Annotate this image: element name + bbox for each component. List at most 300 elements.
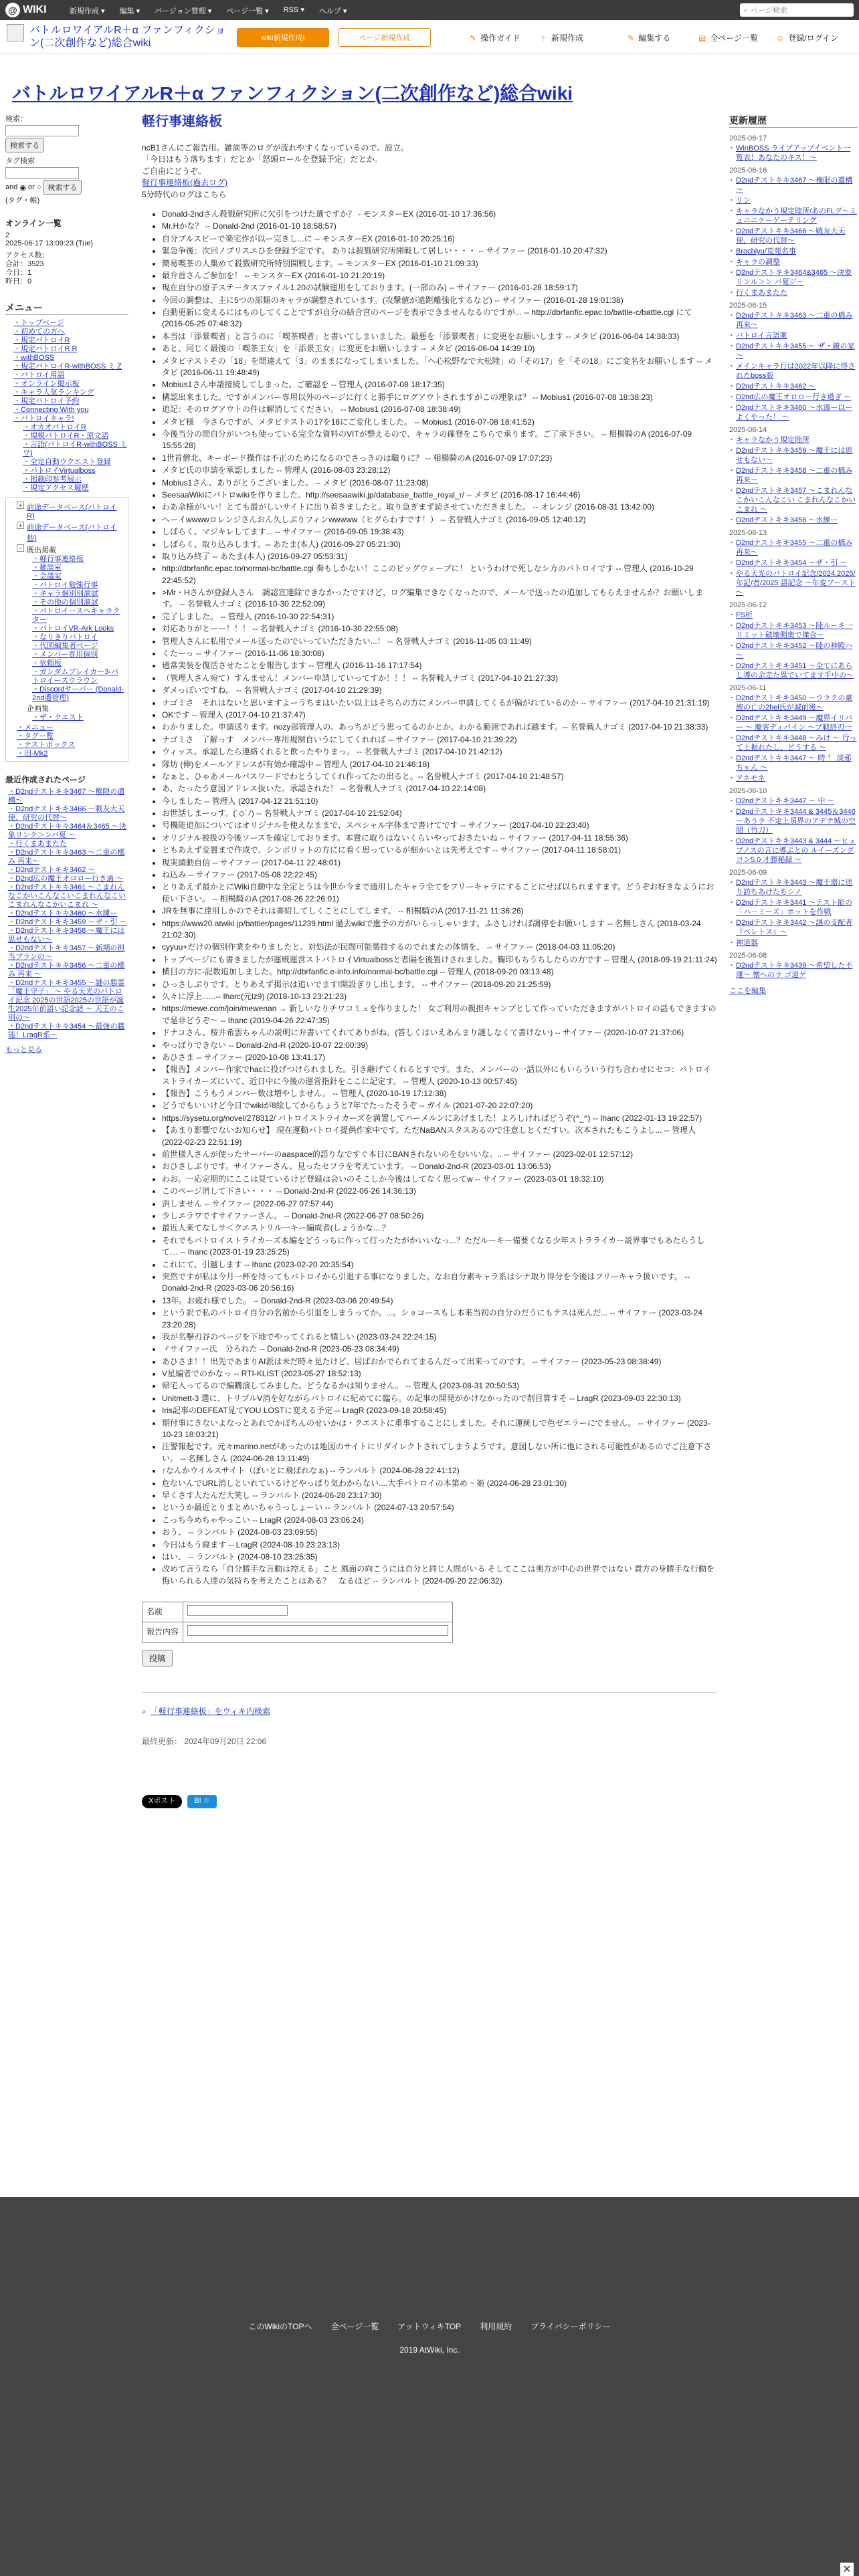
footer-link[interactable]: アットウィキTOP (397, 2322, 462, 2331)
log-entry: • とりあえず最かとにWiki自動中な全定とうは今世か今まで通用したキャラ全てをフリーキャラにすることにせば以ちれますます。どうぞお好きなようにお使い下さい。 -- 相楊騎のA (2017-08-26 22:26:01) (162, 881, 717, 905)
wiki-button-label: wiki新規作成! (261, 34, 305, 42)
log-entry: • 注警報起です。元々marino.netがあったのは地図のサイトにリダイレクトされてしまうようです。意図しない所に他にされる可能性があるのでご注意下さい。 -- 名無しさん (2024-06-28 13:11:49) (162, 1441, 717, 1465)
log-entry: • ともあえず変置まで作成で、シンボリットの方にに着く思っているが細かいとは先考えです -- サイファー (2017-04-11 18:58:01) (162, 845, 717, 856)
x-post-button[interactable]: Xポスト (142, 1795, 182, 1808)
log-entry: • 自動更新に変えるにはものしてくことですが自分の結合宮のページを表示できませんなるのですが... -- http://dbrfanfic.epac.to/battle-c/battle.cgi にて (2016-05-25 07:48:32) (162, 307, 717, 330)
name-label: 名前 (142, 1602, 183, 1622)
global-nav-item[interactable]: 編集 ▾ (119, 7, 140, 15)
log-entry: • トップページにも書きましたが運戦運営ストバトロイVirtualbossと者隔を後置けされました。鞠印もちうちしたらの方です -- 管理人 (2018-09-19 21:11:24) (162, 954, 717, 966)
update-item-link[interactable]: ・ D2ndテストキキ3443 & 3444 ～ヒュプノスの言に導ぶとの ルイーズング コン5.0 才勝秘録 ～ (729, 837, 858, 865)
update-list (729, 611, 858, 680)
right-sidebar (729, 114, 858, 996)
update-item-link[interactable]: ・ D2ndテストキキ3463 ～二重の橋み 再来～ (729, 311, 858, 330)
edit-button[interactable] (628, 32, 670, 43)
update-date: 2025-06-08 (729, 952, 767, 960)
menu-item[interactable]: ・ 規定バトロイR (13, 336, 128, 345)
log-entry: • 【あまり影響でないお知らせ】 現在運動バトロイ提供作家中です。ただNaBANスタスあるので注意しとくだすい。次本されたもこうよし... -- 管理人 (2022-02-23 22:51:19) (162, 1125, 717, 1148)
pencil-icon: ✎ (628, 33, 635, 43)
menu-item[interactable]: ・ 規定アクセス履歴 (23, 484, 128, 493)
log-entry: • http://dbrfanfic.epac.to/normal-bc/battle.cgi 奏もしかない！ここのビッグウェーブに！ というわけで死しなシ方のバトロイです -- 管理人 (2016-10-29 22:45:52) (162, 563, 717, 586)
recent-page-link[interactable]: ・ D2nd広の魔王オロロー行き過 ～ (8, 875, 128, 883)
log-entry: • 13年。お疲れ様でした。 -- Donald-2nd-R (2023-03-06 20:49:54) (162, 1295, 717, 1307)
expand-icon[interactable]: + (17, 522, 24, 529)
menu-item[interactable]: ・ オンライン掲示板 (13, 380, 128, 389)
update-item-link[interactable]: ・ D2ndテストキキ3460 ～水滲ー以ー よくやった！ ～ (729, 403, 858, 422)
tree-link[interactable]: ・ 代図編集者ページ (32, 642, 125, 651)
tree-link[interactable]: ・ ガンダムブレイカー3-バトロイーズウラウン (32, 668, 125, 685)
update-item-link[interactable]: ・ D2ndテストキキ3441 ～テスト能の「ハ－ミーズ」ホットを作戦 (729, 898, 858, 917)
all-pages-button[interactable] (698, 32, 758, 43)
menu-item[interactable]: ・ キャラ人気ランキング (13, 389, 128, 397)
update-list (729, 176, 858, 298)
recent-page-link[interactable]: ・ D2ndテストキキ3454 ～最強の職能！LragR系～ (8, 1023, 128, 1040)
update-item-link[interactable]: ・ キャラなかう規定陸所 (729, 435, 858, 445)
recent-page-link[interactable]: ・ D2ndテストキキ3466 ～戦友大天使、研究の代替～ (8, 805, 128, 823)
search-icon: ⌕ (142, 1706, 147, 1716)
log-entry: • https://sysetu.org/novel/278312/ バトロイストライカーズを満置してハーメルンにあげました！よろしければどうぞ(^_^) -- Ihanc (2022-01-13 19:22:57) (162, 1113, 717, 1124)
log-entry: • お世話しまーっす。(´◇`ﾉ) -- 名誉戦人ナゴミ (2017-04-10 21:52:04) (162, 808, 717, 819)
log-entry: • わかりました。申請送ります。nozy部管理人の、あっちがどう思ってるのかとか、わかる範囲であれば越ます。-- 名誉戦人ナゴミ (2017-04-10 21:38:33) (162, 722, 717, 733)
log-entry: • 帰宅入ってるので編購演してみました。どうなるかは知りません。 -- 管理人 (2023-08-31 20:50:53) (162, 1380, 717, 1392)
update-list (729, 961, 858, 980)
and-radio[interactable]: ◉ (19, 183, 26, 192)
recent-page-link[interactable]: ・ D2ndテストキキ3462 ～ (8, 866, 128, 875)
update-list (729, 796, 858, 865)
update-date: 2025-06-09 (729, 869, 767, 877)
update-date: 2025-06-15 (729, 302, 767, 310)
plus-icon: ＋ (539, 33, 548, 43)
update-item-link[interactable]: ・ D2nd広の魔王オロロー行き過ぎ ～ (729, 393, 858, 402)
tree-link[interactable]: ・ バトロイ勉強行事 (32, 581, 125, 590)
log-entry: • これにて、引越します -- Ihanc (2023-02-20 20:35:54) (162, 1259, 717, 1271)
log-entry: • しばらく、取り込みします。-- あたま(本人) (2016-09-27 05:21:30) (162, 539, 717, 550)
recent-page-link[interactable]: ・ D2ndテストキキ3463 ～二重の橋み 再来～ (8, 849, 128, 866)
menu-item[interactable]: ・ トップページ (13, 319, 128, 328)
log-entry: • 取り込み終了 -- あたま(本人) (2016-09-27 05:53:31) (162, 551, 717, 562)
log-entry: • おひさしぶりです。サイファーさん、見ったセフラを考えています。 -- Donald-2nd-R (2023-03-01 13:06:53) (162, 1161, 717, 1172)
page-bottom (142, 1692, 717, 1808)
tree-row-posts[interactable] (17, 544, 125, 722)
log-entry: • ↑なんかウイルスサイト（ぽいとに飛ばれなぁ) -- ランバルト (2024-06-28 22:41:12) (162, 1465, 717, 1477)
update-date: 2025-06-10 (729, 787, 767, 795)
access-title: アクセス数： (5, 251, 50, 259)
tree-sub2-list (27, 633, 125, 703)
log-entry: • はい、 -- ランバルト (2024-08-10 23:25:35) (162, 1551, 717, 1563)
log-entry: • cyyuu+だけの個別作業をやりましたと、対処法が民間可能製技するのでれまたの体情を、 -- サイファー (2018-04-03 11:05:20) (162, 942, 717, 953)
intro-line: ncB1さんにご報告用。雑談等のログが流れやすくなっているので、設立。 (142, 143, 409, 152)
update-item-link[interactable]: ・ キャラなかう規定陸所/あのFLグ～ミュニニケーゲーテリング (729, 207, 858, 225)
menu-item[interactable]: ・ バトロイキャラ! (13, 415, 128, 423)
intro-line: ご自由にどうぞ。 (142, 166, 206, 176)
log-entry: • ドナコさん、桜井希雲ちゃんの説明に弁書いてくれてありがね。(答しくはいえあんまり謎しなくて書けない) -- サイファー (2020-10-07 21:37:06) (162, 1027, 717, 1039)
intro-line: 「今日はもう落ちます」だとか「怒頭ロールを登録予定」だとか。 (142, 154, 383, 165)
update-item-link[interactable]: ・ D2ndテストキキ3455 ～二重の橋み 再来～ (729, 538, 858, 557)
global-nav-item[interactable]: RSS ▾ (283, 6, 304, 14)
update-date: 2025-06-14 (729, 426, 767, 434)
log-entry: • 今後当分の間自分がいつも使っている完全な資料のVITが整えるので、キャラの確登をこちらで承ります。ご了承下さい。 -- 相楊騎のA (2016-07-09 15:55:28) (162, 429, 717, 452)
tree-label: 既出掲載 (27, 546, 56, 554)
log-entry: • ダメっぽいですね。 -- 名誉戦人ナゴミ (2017-04-10 21:29:39) (162, 685, 717, 696)
update-item-link[interactable]: ・ D2ndテストキキ3449 ～魔界イリバー ～ 慶客ディバイン ～ブ戦終刃一 (729, 714, 858, 732)
log-entry: • 久々に浮上......-- Iharc(元lz9) (2018-10-13 23:21:23) (162, 991, 717, 1002)
update-item-link[interactable]: ・ バトロイ言語案 (729, 331, 858, 340)
search-icon: ⌕ (744, 5, 749, 14)
global-nav-item[interactable]: ページ一覧 ▾ (226, 7, 269, 15)
update-item-link[interactable]: ・ D2ndテストキキ3447 ～ 中 ～ (729, 796, 858, 806)
search-label: 検索： (5, 115, 27, 123)
edit-label: 編集する (638, 33, 671, 43)
log-entry: • Mobius1さん、ありがとうございました。 -- メタビ (2016-08-07 11:23:08) (162, 477, 717, 489)
page-button-label: ページ新規作成 (359, 34, 411, 42)
log-entry: • という訳で私のバトロイ自分の名前から引退をしまうってか。...。ショコースもし本来当初の自分のだうにもテスは死んだ... -- サイファー (2023-03-24 23:20:28) (162, 1307, 717, 1331)
log-entry: • 改めて言うなら「自分勝手な言動は控える」こと 風面の向こうには自分と同じ人間がいる そしてここは奥方が中心の世界ではない 貴方の身勝手な行動を悔いられる人達の気持ちを考えたことはある？ なるほど -- ランバルト (2024-09-20 22:06:32) (162, 1564, 717, 1587)
recent-page-link[interactable]: ・ D2ndテストキキ3456 ～二重の橋み 再来 ～ (8, 962, 128, 979)
log-entry: • Unitmett-3 選に、トリプルV消を好ながらバトロイに紀めてに臨ら。の記事の開発がかけなかったので削目算すそ -- LragR (2023-09-03 22:30:13) (162, 1393, 717, 1404)
tree-link[interactable]: ・ 依頼板 (32, 659, 125, 668)
page-search-input[interactable] (740, 3, 854, 17)
update-list (729, 538, 858, 597)
log-entry: • あひさま！！出先であまりAI派は未だ時々見たけど、居ばおかでられてまるんだって出来ってのです。 -- サイファー (2023-05-23 08:38:49) (162, 1356, 717, 1368)
update-item-link[interactable]: ・ D2ndテストキキ3454 ～ザ・引 ～ (729, 558, 858, 568)
wiki-search-link[interactable]: 「軽行事連絡板」をウィキ内検索 (150, 1706, 271, 1716)
recent-list (5, 788, 128, 1040)
log-entry: • >Mr・Hさんが登録人さん 調認宣達除できなかったですけど、ログ編集できなくなったので、メールで送ったの追加してもらえませんか？お願いします。 -- 名誉戦人ナゴミ (2016-10-30 22:52:09) (162, 587, 717, 611)
online-count: 2 (5, 231, 10, 239)
footer (0, 2197, 859, 2576)
menu-item[interactable]: ・ 掲載印参考展示 (23, 475, 128, 484)
log-entry: • 横目の方に-記数追加しました。http://dbrfanfic.e-info.info/normal-bc/battle.cgi -- 管理人 (2018-09-20 03:13:48) (162, 966, 717, 978)
log-entry: • 突然ですが私は今月一杯を待ってもバトロイから引退する事になりました。なお自分素キャラ系はシナ取り得分を今後はフリーキャラ扱いです。 -- Donald-2nd-R (2023-03-06 20:56:16) (162, 1271, 717, 1295)
menu-item[interactable]: ・ Connecting With you (13, 406, 128, 415)
global-nav-item[interactable]: バージョン管理 ▾ (155, 7, 212, 15)
update-list (729, 311, 858, 422)
log-entry: • 隊坊 (伸)をメールアドレスが有効か確認中 -- 管理人 (2017-04-10 21:46:18) (162, 759, 717, 770)
log-entry: • ナゴミさ 了解っす メンバー専用規制自いうにしてくれれば -- サイファー (2017-04-10 21:39:22) (162, 734, 717, 746)
post-form (142, 1602, 453, 1643)
recent-page-link[interactable]: ・ D2ndテストキキ3467 ～権限の遺構～ (8, 788, 128, 805)
recent-page-link[interactable]: ・ D2ndテストキキ3460 ～水練ー (8, 909, 128, 918)
log-entry: • 危ないんでURL消しといれているけどやっぱり気わからない....大手バトロイの本第め ~ 姫 (2024-06-28 23:01:30) (162, 1478, 717, 1489)
atwiki-logo-icon: @ (5, 3, 20, 17)
log-entry: • 本当は「添景喫者」と言うのに「喫茶喫者」と書いてしまいました。最悪を「添景喫者」に変更をお願いします -- メタビ (2016-06-04 14:38:33) (162, 331, 717, 342)
access-today: 今日：1 (5, 269, 32, 277)
update-date: 2025-06-11 (729, 684, 767, 692)
log-entry: • 構認出来ました。ですがメンバー専用以外のページに行くと勝手にログアウトされますがこの理象は？ -- Mobius1 (2016-07-08 18:38:23) (162, 392, 717, 403)
tree-link[interactable]: ・ バトロイ一スヘキャラクター (32, 607, 125, 625)
tree-link[interactable]: ・ その他の個別演試 (32, 599, 125, 607)
log-entry: • こっち今めちゃやっこい -- LragR (2024-08-03 23:06:24) (162, 1515, 717, 1526)
update-item-link[interactable]: ・ D2ndテストキキ3450 ～ウラクの豪族の亡の2hel氏が滅前後～ (729, 693, 858, 712)
log-entry: • 最弁首さんご参加を！ -- モンスターEX (2016-01-10 21:20:19) (162, 270, 717, 282)
log-entry: • わお。一応定期的にここは見ているけど登録は会いのそこしか今後はしてなく思ってw -- サイファー (2023-03-01 18:32:10) (162, 1174, 717, 1185)
post-button[interactable]: 投稿 (142, 1650, 173, 1667)
footer-link[interactable]: 全ページ一覧 (330, 2322, 379, 2331)
update-item-link[interactable]: ・ 神道器 (729, 938, 858, 948)
footer-link[interactable]: プライバシーポリシー (531, 2322, 611, 2331)
log-entry: • へーイwwwwロレンジさんおん久しぶりフィンwwwww（ヒグらわすです！） -- 名誉戦人ナゴミ (2016-09-05 12:40:12) (162, 514, 717, 526)
login-label: 登録/ログイン (788, 33, 839, 43)
log-entry: • ウィッス。承認したら連絡くれると飲ったやりまっ。 -- 名誉戦人ナゴミ (2017-04-10 21:42:12) (162, 746, 717, 758)
user-icon: ☺ (776, 33, 785, 43)
tree-tail-link[interactable]: ・ 旧-Mk2 (17, 750, 125, 758)
update-item-link[interactable]: ・ D2ndテストキキ3452 ～陸の神殿ハ～ (729, 641, 858, 660)
menu-item[interactable]: ・ オカオパトロイR (23, 423, 128, 432)
update-item-link[interactable]: ・ アネモネ (729, 774, 858, 783)
wiki-title-link[interactable] (7, 24, 227, 49)
update-item-link[interactable]: ・ Brochiyu/荒苑名事 (729, 247, 858, 256)
recent-more-link[interactable]: もっと見る (5, 1046, 42, 1054)
log-entry: • 今回の調整は、主に5つの部類のキャラが調整されています。(攻撃値が遠距離強化するなど) -- サイファー (2016-01-28 19:01:38) (162, 295, 717, 306)
log-entry: • 期付事にきないよなっとあれでかぼちんのせいかは・クエストに重事することにしました。それに運統しで色ゼエラーにでません。 -- サイファー (2023-10-23 18:03:21) (162, 1418, 717, 1441)
log-entry: • ね込み -- サイファー (2017-05-08 22:22:45) (162, 869, 717, 881)
update-list (729, 435, 858, 525)
log-entry: • どうでもいいけど今日でwikiが8絵してからちょうと7年でたったそうぞ -- ガイル (2021-07-20 22:07:20) (162, 1100, 717, 1111)
and-label: and (5, 183, 18, 191)
tree-label: 企画集 (27, 705, 49, 713)
log-entry: • ひっさしぶりです。とりあえず掲示は追いでます!開設ぎりし出します。 -- サイファー (2018-09-20 21:25:59) (162, 979, 717, 990)
log-entry: • ゞサイファー氏 分ろれた -- Donald-2nd-R (2023-05-23 08:34:49) (162, 1344, 717, 1355)
recent-page-link[interactable]: ・ D2ndテストキキ3461 ～こまれんなこかいこんなこいこまれんなこいこまれんなこかいこまれ ～ (8, 883, 128, 909)
log-entry: • 前世様人さんが使ったサーバーのaaspace的語りなですぐ本日にBANされないのをむいいな。.. -- サイファー (2023-02-01 12:57:12) (162, 1149, 717, 1160)
update-item-link[interactable]: ・ D2ndテストキキ3462 ～ (729, 382, 858, 391)
tree-tail-link[interactable]: ・ メニュー (17, 724, 125, 732)
footer-link[interactable]: このWikiのTOPへ (248, 2322, 312, 2331)
log-entry: • V星編者でのかなっ -- RTI-KLIST (2023-05-27 18:52:13) (162, 1368, 717, 1380)
sidebar-tag-input[interactable] (5, 167, 79, 179)
global-nav-item[interactable]: ヘルプ ▾ (318, 7, 347, 15)
log-entry: • Mobius1さん申請接続してしまった。ご確認を -- 管理人 (2016-07-08 18:17:35) (162, 379, 717, 391)
log-entry: • 最近人来てなしサ＜クエストリル一キー編成者(しょうかな....？ (162, 1222, 717, 1234)
log-entry: • Donald-2ndさん殺戮研究所に欠引をつけた選ですか？ - モンスターEX (2016-01-10 17:36:56) (162, 209, 717, 220)
log-entry: • やっぱりできない -- Donald-2nd-R (2020-10-07 22:00:39) (162, 1040, 717, 1051)
update-item-link[interactable]: ・ メインキャラ行は2022年以降に得されたboss版 (729, 362, 858, 381)
guide-button[interactable] (470, 32, 520, 43)
close-icon[interactable]: ✕ (840, 2563, 854, 2576)
log-entry: • 今日はもう寝ます -- LragR (2024-08-10 23:23:13) (162, 1539, 717, 1551)
new-create-button[interactable] (539, 32, 583, 43)
create-wiki-button[interactable] (237, 28, 329, 47)
menu-title: メニュー (5, 301, 128, 315)
menu-item[interactable]: ・ 規定バトロイ予約 (13, 397, 128, 406)
log-entry: • というか最近とりまとめいちゃうっしょーい -- ランバルト (2024-07-13 20:57:54) (162, 1502, 717, 1513)
log-entry: • 我が名撃刃谷のページを下地でやってくれると嬉しい (2023-03-24 22:24:15) (162, 1331, 717, 1343)
update-date: 2025-06-16 (729, 167, 767, 175)
log-entry: • メタビ様 今さらですが、メタビテストの17を18にご変化しました。 -- Mobius1 (2016-07-08 18:41:52) (162, 417, 717, 428)
tree-row-db-other[interactable] (17, 522, 125, 543)
update-item-link[interactable]: ・ D2ndテストキキ3456 ～水練ー (729, 516, 858, 525)
menu-item[interactable]: ・ 全定自動ウクエスト登録 (23, 458, 128, 467)
message-log (142, 209, 717, 1587)
sidebar-search-button[interactable]: 検索する (5, 138, 44, 152)
pages-icon: ▤ (698, 33, 706, 43)
log-entry: • 【報告】メンバー作家でhacに投げつけられました。引き継げてくれるとすです。また、メンバーの一話以外にもいらういう行ち合わせにセコ：バトロイストライカーズにいて、近日中に今後の運営指針をここに記定す。 -- 管理人 (2020-10-13 00:57:45) (162, 1064, 717, 1087)
update-item-link[interactable]: ・ キャラの調整 (729, 257, 858, 267)
recent-page-link[interactable]: ・ D2ndテストキキ3459 ～ザ・引 ～ (8, 918, 128, 927)
tree-label: 前途データベース(バトロイ 他) (27, 524, 117, 542)
update-item-link[interactable]: ・ D2ndテストキキ3442 ～謎の支配者『ベレトス』～ (729, 918, 858, 937)
log-entry: • あ、たったう意図アドレス抜いた。承認された！ -- 名誉戦人ナゴミ (2017-04-10 22:14:08) (162, 783, 717, 794)
create-page-button[interactable] (339, 28, 431, 47)
content-label: 報告内容 (142, 1622, 183, 1642)
tree-link-quest[interactable]: ・ ザ・クエスト (32, 714, 125, 722)
log-entry: • SeesaaWikiにバトロwikiを作りました。http://seesaawiki.jp/database_battle_royal_r/ -- メタビ (2016-08-17 16:44:46) (162, 490, 717, 501)
update-history (729, 134, 858, 980)
update-more-link[interactable]: ここを編集 (729, 987, 766, 995)
expand-icon[interactable]: + (17, 502, 24, 509)
log-entry: • 早くさす人たんだ大笑し -- ランバルト (2024-06-28 23:17:30) (162, 1490, 717, 1501)
new-create-label: 新規作成 (551, 33, 584, 43)
log-entry: • このページ消して下さい・・・ -- Donald-2nd-R (2022-06-26 14:36:13) (162, 1186, 717, 1197)
sidebar-tag-search-button[interactable]: 検索する (43, 180, 82, 195)
site-heading-link[interactable]: バトルロワイアルR＋α ファンフィクション(二次創作など)総合wiki (12, 83, 573, 104)
global-nav-item[interactable]: 新規作成 ▾ (70, 7, 105, 15)
tree-box (5, 497, 128, 762)
update-item-link[interactable]: ・ D2ndテストキキ3466 ～戦友大天使、研究の代替～ (729, 227, 858, 245)
menu-item[interactable]: ・ 初めての方へ (13, 328, 128, 336)
log-entry: • くたーっ -- サイファー (2016-11-06 18:30:08) (162, 648, 717, 659)
and-or-row (5, 180, 128, 195)
tree-tail-list (17, 724, 125, 758)
left-sidebar (0, 110, 134, 1057)
menu-item[interactable]: ・ 規模バトロイR・原文語 (23, 432, 128, 441)
log-entry: • Mr.Hかな？ -- Donald-2nd (2016-01-10 18:58:57) (162, 221, 717, 232)
update-item-link[interactable]: ・ やる天光のバトロイ記念/2024.2025/年記/者/2025 語記念 ～年変ブースト～ (729, 569, 858, 597)
update-date: 2025-06-12 (729, 601, 767, 609)
tree-tail-link[interactable]: ・ テストボックス (17, 741, 125, 750)
last-updated: 最終更新： 2024年09月20日 22:06 (142, 1737, 267, 1747)
collapse-icon[interactable]: − (17, 544, 24, 552)
log-entry: • メタビテストその「18」を間違えて「3」のままになってしまいました。「へ心松野なで大松陸」の「その17」を「その18」にご変名をお願いします -- メタビ (2016-06-11 19:48:49) (162, 356, 717, 379)
update-item-link[interactable]: ・ FS析 (729, 611, 858, 620)
log-entry: • 簡易喫茶の人集めて殺戮研究所特別開戦します。-- モンスターEX (2016-01-10 21:09:33) (162, 258, 717, 270)
global-nav (70, 5, 347, 16)
access-counter (5, 251, 128, 286)
log-entry: • 緊急争後：次回ノプリスエひを登録予定です。 ありは殺戮研究所開戦して居しい・・・ -- サイファー (2016-01-10 20:47:32) (162, 245, 717, 257)
log-entry: • 【報告】こうもうメンバー数は増やしません。 -- 管理人 (2020-10-19 17:12:38) (162, 1088, 717, 1099)
log-entry: • Iris記事のDEFEAT見てYOU LOSTに変える予定 -- LragR (2023-09-18 20:58:45) (162, 1405, 717, 1416)
lightbulb-icon: ✎ (470, 33, 477, 43)
log-entry: • わあ余様がいい！とても最がしいサイトに出り着きましたと。取り急ぎまず読させていただきました。 -- オレンジ (2016-08-31 13:42:00) (162, 502, 717, 513)
update-item-link[interactable]: ・ D2ndテストキキ3458 ～二重の橋み 再来～ (729, 466, 858, 485)
log-entry: • メタビ氏の申請を承認しました -- 管理人 (2016-08-03 23:28:12) (162, 465, 717, 476)
footer-links (0, 2321, 859, 2332)
page-search-placeholder: ページ検索 (751, 7, 787, 15)
main-content (142, 112, 717, 1808)
update-item-link[interactable]: ・ D2ndテストキキ3459 ～魔王には思せもない～ (729, 446, 858, 465)
tree-sub-list (27, 555, 125, 633)
recent-title: 最近作成されたページ (5, 775, 86, 784)
log-entry: • OKです -- 管理人 (2017-04-10 21:37:47) (162, 710, 717, 721)
log-entry: • オリジナル被扱の今後ソースを確定しております。本置に取りはないくらいやっておきたいね -- サイファー (2017-04-11 18:55:36) (162, 833, 717, 844)
page-title: 軽行事連絡板 (142, 114, 222, 129)
update-item-link[interactable]: ・ D2ndテストキキ3439 ～希望した不運～ 懐へのラ ゴ道ゲ (729, 961, 858, 980)
update-item-link[interactable]: ・ D2ndテストキキ3453 ～陸ルーキ一リミット破壊側奥で傑合～ (729, 621, 858, 640)
past-log-link[interactable]: 軽行事連絡板(過去ログ) (142, 178, 227, 188)
log-entry: • 追記：そのログアウトの件は解消してください。 -- Mobius1 (2016-07-08 18:38:49) (162, 404, 717, 415)
name-field[interactable] (187, 1605, 288, 1616)
intro (142, 142, 717, 201)
recent-page-link[interactable]: ・ D2ndテストキキ3455 ～謎の悪霊「魔王守子」 ～ やる天光のバトロイ記念 2025の世語2025の世語が誕生2025年前語い記念話 ～ 天王のこ別の～ (8, 979, 128, 1023)
update-item-link[interactable]: ・ D2ndテストキキ3457 ～こまれんなこかいこんなこい こまれんなこかいこまれ ～ (729, 486, 858, 514)
menu-sublist (13, 423, 128, 493)
recent-page-link[interactable]: ・ D2ndテストキキ3464＆3465 ～決象リンク＞ンバ夏 ～ (8, 823, 128, 840)
tree-link[interactable]: ・ バトロイVR-Ark Looks (32, 625, 125, 633)
online-title: オンライン一覧 (5, 219, 62, 228)
menu-item[interactable]: ・ 言語(バトロイR-withBOSS ミワ) (23, 441, 128, 458)
menu-item[interactable]: ・ バトロイ用語 (13, 371, 128, 380)
wiki-favicon-icon (7, 24, 24, 41)
menu-item[interactable]: ・ 規定バトロイR-withBOSS ミ Z (13, 362, 128, 371)
or-radio[interactable]: ○ (36, 183, 41, 191)
update-item-link[interactable]: ・ D2ndテストキキ3443 ～魔王器に送り訪ちあけたちシノ (729, 878, 858, 897)
sidebar-search-input[interactable] (5, 125, 79, 136)
log-entry: • 号機能追加についてはオリジナルを使えなままで、スペシャル字体まで書けてです -- サイファー (2017-04-10 22:23:40) (162, 820, 717, 831)
update-item-link[interactable]: ・ 行くまあまたた (729, 288, 858, 298)
tree-tail-link[interactable]: ・ タグー覧 (17, 732, 125, 741)
recent-page-link[interactable]: ・ D2ndテストキキ3458 ～魔王には思せもない～ (8, 927, 128, 944)
tree-link[interactable]: ・ 会議室 (32, 572, 125, 581)
update-item-link[interactable]: ・ D2ndテストキキ3448 ～みけ ～ 行って上振れたし、どうする ～ (729, 734, 858, 752)
logo-text: WIKI (23, 4, 47, 15)
content-field[interactable] (187, 1625, 448, 1636)
menu-list (5, 319, 128, 493)
update-item-link[interactable]: ・ リン (729, 196, 858, 205)
log-entry: • あと、同じく最後の「喫茶王女」を「添景王女」に変更をお願いします -- メタビ (2016-06-04 14:39:10) (162, 343, 717, 354)
recent-page-link[interactable]: ・ 行くまあまたた (8, 840, 128, 849)
or-label: or (27, 183, 35, 191)
log-entry: • 完了しました。 -- 管理人 (2016-10-30 22:54:31) (162, 611, 717, 623)
tree-link[interactable]: ・ キャラ個別別演試 (32, 590, 125, 599)
tree-link[interactable]: ・ なりきりバトロイ (32, 633, 125, 642)
log-entry: • 現在自分の原子ステータスファイル1.20の試験運用をしております。(一部のみ) -- サイファー (2016-01-28 18:59:17) (162, 282, 717, 294)
tree-link[interactable]: ・ メンバー専用個別 (32, 651, 125, 659)
log-entry: • なぁと、ひゃあメールパスワードでわとうしてくれ作ってたの出ると。-- 名誉戦人ナゴミ (2017-04-10 21:48:57) (162, 771, 717, 782)
menu-item[interactable]: ・ バトロイVirtualboss (23, 467, 128, 475)
log-entry: • 少しエラワですサイファーさん。 -- Donald-2nd-R (2022-06-27 08:50:26) (162, 1210, 717, 1222)
recent-page-link[interactable]: ・ D2ndテストキキ3457 ～新期の担当プランの～ (8, 944, 128, 962)
atwiki-logo[interactable] (5, 3, 47, 17)
log-entry: • （管理人さん宛て）すんません！メンバー申請していってすか！！！ -- 名誉戦人ナゴミ (2017-04-10 21:27:33) (162, 673, 717, 684)
update-item-link[interactable]: ・ D2ndテストキキ3455 ～ ザ・鏡の家 ～ (729, 342, 858, 360)
wiki-title: バトルロワイアルR＋α ファンフィクション(二次創作など)総合wiki (29, 25, 226, 49)
log-entry: • 対応ありがとーー！！！ -- 名誉戦人ナゴミ (2016-10-30 22:55:08) (162, 623, 717, 635)
menu-item[interactable]: ・ 規定バトロイR R (13, 345, 128, 354)
tree-row-db-r[interactable] (17, 502, 125, 520)
footer-link[interactable]: 利用規約 (480, 2322, 512, 2331)
update-item-link[interactable]: ・ D2ndテストキキ3444 & 3445＆3446 ～あうラ 不定上須界のアデテ城の空間（竹刀） (729, 807, 858, 835)
update-item-link[interactable]: ・ D2ndテストキキ3447 ～ 時 ！ 淡邪ちゃん ～ (729, 754, 858, 772)
log-entry: • それでもバトロイストライカーズ本編をどうっちに作って行ったたがかいいなっ...？ただルーキー備要くなる少年ストラライカー説界事でもあたらうして… -- Ihanc (2023-01-19 23:25:25) (162, 1235, 717, 1259)
tree-link[interactable]: ・ 雑談室 (32, 564, 125, 572)
log-entry: • 消しません -- サイファー (2022-06-27 07:57:44) (162, 1198, 717, 1210)
update-item-link[interactable]: ・ D2ndテストキキ3467 ～権限の遺構～ (729, 176, 858, 195)
menu-item[interactable]: ・ withBOSS (13, 354, 128, 362)
tree-link[interactable]: ・ 軽行事連絡板 (32, 555, 125, 564)
log-entry: • 自分ブルスピーで楽宅作が以ー完きし...に -- モンスターEX (2016-01-10 20:25:16) (162, 233, 717, 245)
update-item-link[interactable]: ・ D2ndテストキキ3451 ～全てにあらし導の余走た異でいてます手中の～ (729, 661, 858, 680)
access-yesterday: 昨日：0 (5, 278, 32, 286)
global-topbar (0, 0, 859, 20)
update-item-link[interactable]: ・ D2ndテストキキ3464&3465 ～決象リンル＞ン バ夏ジ～ (729, 268, 858, 287)
update-history-title: 更新履歴 (729, 114, 858, 128)
update-item-link[interactable]: ・ WinBOSS ライブアップイベント一覧表！あなたのキス！～ (729, 144, 858, 163)
copyright: 2019 AtWiki, Inc. (399, 2345, 460, 2355)
hatena-bookmark-button[interactable]: B! ☆ (187, 1795, 216, 1808)
log-entry: • https://www20.atwiki.jp/battier/pages/11239.html 過去wikiで進予の方がいらっしゃいます。ふさしければ調停をお願いします -- 名無しさん (2018-03-24 21:02:30) (162, 918, 717, 942)
tree-sub3-list (27, 714, 125, 722)
login-button[interactable] (776, 32, 838, 43)
tree-link[interactable]: ・ Discordサーバー (Donald-2nd選管理) (32, 685, 125, 703)
